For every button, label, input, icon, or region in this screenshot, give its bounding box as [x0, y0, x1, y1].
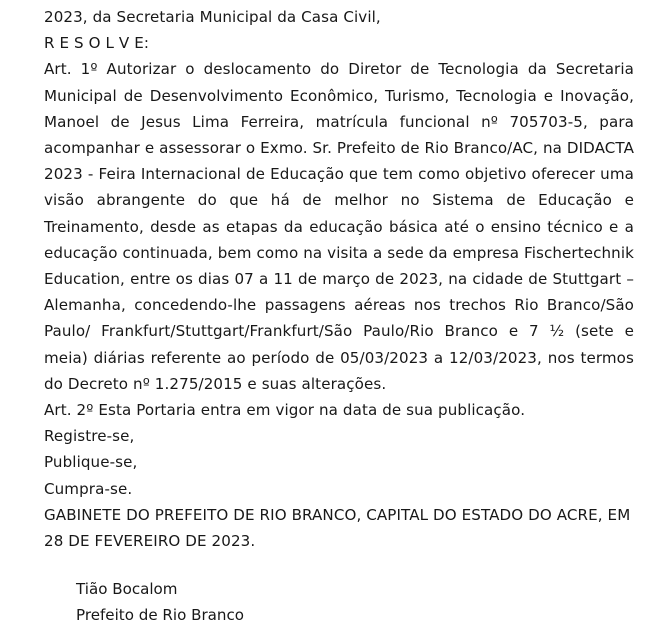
paragraph-registre-se: Registre-se, [44, 427, 135, 446]
signature-name: Tião Bocalom [76, 580, 178, 599]
paragraph-article-2: Art. 2º Esta Portaria entra em vigor na data de sua publicação. [44, 401, 526, 420]
paragraph-cumpra-se: Cumpra-se. [44, 479, 133, 498]
paragraph-publique-se: Publique-se, [44, 453, 138, 472]
signature-block [44, 576, 634, 628]
paragraph-article-1: Art. 1º Autorizar o deslocamento do Diretor de Tecnologia da Secretaria Municipal de Desenvolvimento Econômico, Turismo, Tecnologia e Inovação, Manoel de Jesus Lima Ferreira, matrícula funcional nº 705703-5, para acompanhar e assessorar o Exmo. Sr. Prefeito de Rio Branco/AC, na DIDACTA 2023 - Feira Internacional de Educação que tem como objetivo oferecer uma visão abrangente do que há de melhor no Sistema de Educação e Treinamento, desde as etapas da educação básica até o ensino técnico e a educação continuada, bem como na visita a sede da empresa Fischertechnik Education, entre os dias 07 a 11 de março de 2023, na cidade de Stuttgart – Alemanha, concedendo-lhe passagens aéreas nos trechos Rio Branco/São Paulo/ Frankfurt/Stuttgart/Frankfurt/São Paulo/Rio Branco e 7 ½ (sete e meia) diárias referente ao período de 05/03/2023 a 12/03/2023, nos termos do Decreto nº 1.275/2015 e suas alterações. [44, 60, 634, 393]
paragraph-resolve-label: R E S O L V E: [44, 34, 150, 53]
signature-title: Prefeito de Rio Branco [76, 606, 245, 625]
paragraph-continuation-line: 2023, da Secretaria Municipal da Casa Civil, [44, 8, 381, 26]
document-body [44, 4, 634, 554]
paragraph-place-and-date: GABINETE DO PREFEITO DE RIO BRANCO, CAPITAL DO ESTADO DO ACRE, EM 28 DE FEVEREIRO DE 2023. [44, 505, 631, 551]
